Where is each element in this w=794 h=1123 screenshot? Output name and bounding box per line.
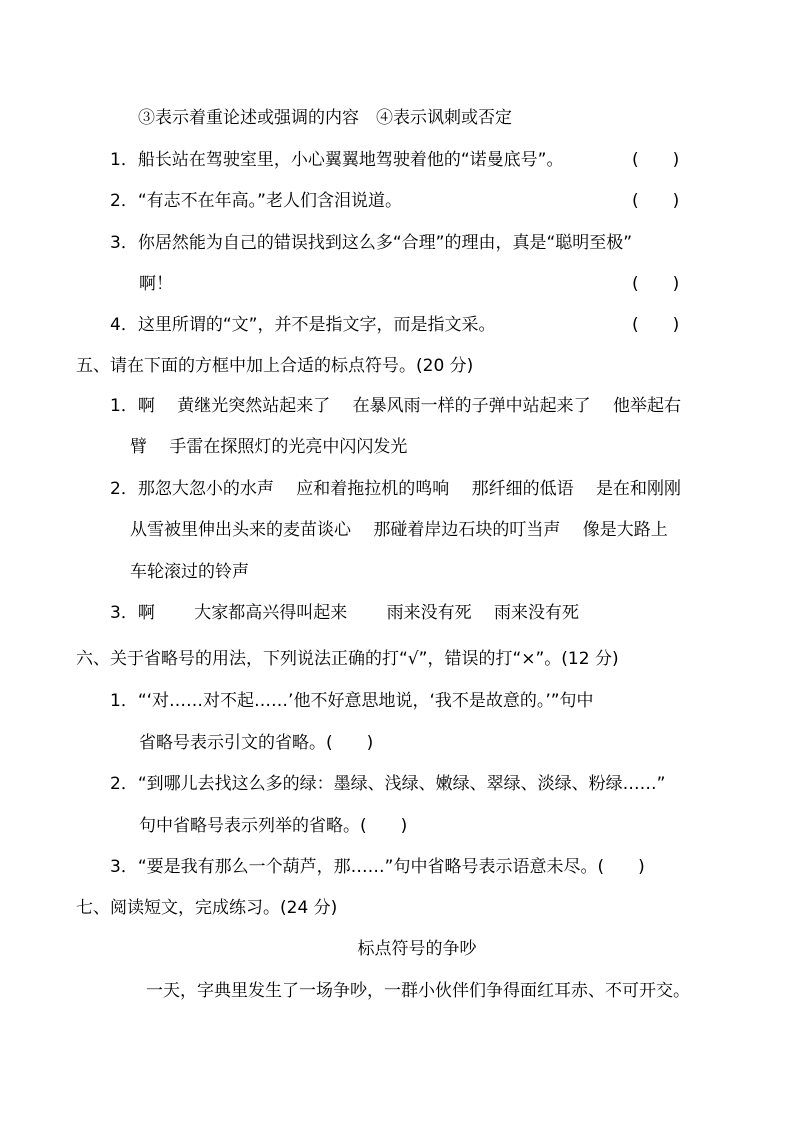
q4-item-1-text: 船长站在驾驶室里，小心翼翼地驾驶着他的“诺曼底号”。 [137,150,564,170]
q4-item-3-number: 3． [110,233,138,253]
q5-item-2-line2: 从雪被里伸出头来的麦苗谈心 那碰着岸边石块的叮当声 像是大路上 [130,520,668,540]
q5-item-1-line1: 啊 黄继光突然站起来了 在暴风雨一样的子弹中站起来了 他举起右 [137,396,682,416]
q4-item-3-continuation: 啊！ [139,274,173,294]
q5-item-3 [110,602,579,624]
q4-item-2-text: “有志不在年高。”老人们含泪说道。 [137,191,402,211]
q4-item-4-answer-blank[interactable]: ( ) [632,315,680,335]
q5-item-1-line2: 臂 手雷在探照灯的光亮中闪闪发光 [130,437,408,457]
passage-paragraph-1: 一天，字典里发生了一场争吵，一群小伙伴们争得面红耳赤、不可开交。 [146,981,690,1001]
q5-item-3-line1: 啊 大家都高兴得叫起来 雨来没有死 雨来没有死 [137,603,580,623]
q6-item-1-line2: 省略号表示引文的省略。( ) [139,733,374,753]
q6-item-1-line1: “‘对……对不起……’他不好意思地说，‘我不是故意的。’”句中 [137,691,594,711]
q4-item-1 [110,149,563,171]
q6-item-2-line2: 句中省略号表示列举的省略。( ) [139,816,408,836]
q6-item-3 [110,856,645,878]
q5-item-2-line1: 那忽大忽小的水声 应和着拖拉机的鸣响 那纤细的低语 是在和刚刚 [137,479,682,499]
q5-item-3-number: 3． [110,603,138,623]
q4-item-2 [110,190,402,212]
passage-title: 标点符号的争吵 [357,939,477,959]
q5-item-1 [110,395,681,417]
q4-item-1-number: 1． [110,150,138,170]
q4-item-3-text: 你居然能为自己的错误找到这么多“合理”的理由，真是“聪明至极” [137,233,633,253]
q6-item-3-line1: “要是我有那么一个葫芦，那……”句中省略号表示语意未尽。( ) [137,857,645,877]
q4-item-3-answer-blank[interactable]: ( ) [632,274,680,294]
q5-item-2-line3: 车轮滚过的铃声 [130,562,249,582]
q4-item-2-answer-blank[interactable]: ( ) [632,191,680,211]
q6-item-2-line1: “到哪儿去找这么多的绿：墨绿、浅绿、嫩绿、翠绿、淡绿、粉绿……” [137,774,666,794]
q4-item-4-text: 这里所谓的“文”，并不是指文字，而是指文采。 [137,315,496,335]
q6-item-3-number: 3． [110,857,138,877]
q5-item-1-number: 1． [110,396,138,416]
section-7-heading: 七、阅读短文，完成练习。(24 分) [76,898,338,918]
q6-item-2 [110,773,665,795]
q5-item-2-number: 2． [110,479,138,499]
q4-item-3 [110,232,632,254]
q4-item-4-number: 4． [110,315,138,335]
q6-item-2-number: 2． [110,774,138,794]
options-line: ③表示着重论述或强调的内容 ④表示讽刺或否定 [138,108,512,128]
q6-item-1 [110,690,594,712]
q5-item-2 [110,478,681,500]
section-5-heading: 五、请在下面的方框中加上合适的标点符号。(20 分) [76,356,474,376]
section-6-heading: 六、关于省略号的用法，下列说法正确的打“√”，错误的打“×”。(12 分) [76,649,619,669]
q4-item-1-answer-blank[interactable]: ( ) [632,150,680,170]
q4-item-4 [110,314,495,336]
q6-item-1-number: 1． [110,691,138,711]
q4-item-2-number: 2． [110,191,138,211]
